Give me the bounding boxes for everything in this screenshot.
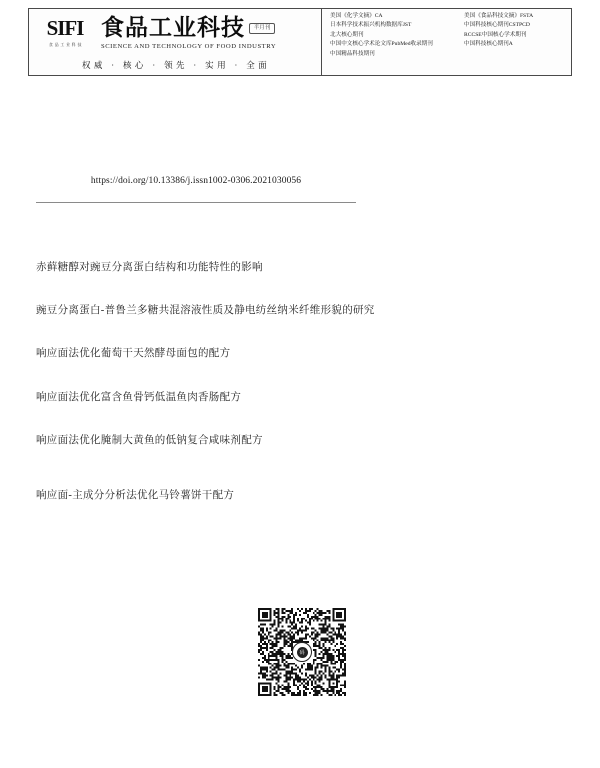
index-column-1 — [330, 13, 458, 72]
index-item: 日本科学技术振兴机构数据库JST — [330, 22, 412, 29]
masthead-logo-row — [35, 12, 317, 54]
journal-logo-icon — [35, 16, 95, 50]
index-item: 中国中文核心学术论文库PubMed收录期刊 — [330, 41, 433, 48]
list-item[interactable]: 响应面法优化腌制大黄鱼的低钠复合咸味剂配方 — [36, 435, 263, 447]
index-item: RCCSE中国核心学术期刊 — [464, 31, 527, 38]
list-item[interactable]: 响应面法优化葡萄干天然酵母面包的配方 — [36, 348, 231, 360]
masthead-index-block — [322, 9, 571, 75]
horizontal-divider — [36, 202, 356, 203]
masthead-title-block — [29, 9, 322, 75]
index-item: 中国科技核心期刊CSTPCD — [464, 22, 530, 29]
doi-block — [36, 176, 356, 186]
index-column-2 — [464, 13, 568, 72]
article-list — [36, 262, 566, 503]
qr-center-label: 码 — [297, 647, 308, 658]
journal-masthead — [28, 8, 572, 76]
journal-frequency-badge: 半月刊 — [249, 23, 275, 35]
qr-center-logo — [292, 642, 312, 662]
title-block — [101, 16, 317, 49]
list-item[interactable]: 响应面法优化富含鱼骨钙低温鱼肉香肠配方 — [36, 391, 242, 403]
logo-glyph: SIFI — [46, 16, 84, 40]
journal-tagline: 权威 · 核心 · 领先 · 实用 · 全面 — [81, 60, 271, 70]
journal-title-cn: 食品工业科技 — [101, 15, 245, 41]
list-item[interactable]: 赤藓糖醇对豌豆分离蛋白结构和功能特性的影响 — [36, 262, 263, 273]
journal-title-en: SCIENCE AND TECHNOLOGY OF FOOD INDUSTRY — [101, 42, 277, 50]
journal-title-cn-row — [101, 16, 317, 40]
list-item[interactable]: 豌豆分离蛋白-普鲁兰多糖共混溶液性质及静电纺丝纳米纤维形貌的研究 — [36, 304, 375, 316]
logo-subtext: 食 品 工 业 科 技 — [48, 42, 82, 47]
index-item: 北大核心期刊 — [330, 31, 364, 38]
index-item: 美国《化学文摘》CA — [330, 13, 383, 19]
list-item[interactable]: 响应面-主成分分析法优化马铃薯饼干配方 — [36, 489, 235, 501]
index-item: 美国《食品科技文摘》FSTA — [464, 13, 534, 19]
doi-text[interactable]: https://doi.org/10.13386/j.issn1002-0306.2021030056 — [90, 176, 302, 186]
index-item: 中国科技核心期刊A — [464, 41, 513, 48]
qr-code[interactable] — [258, 608, 346, 696]
index-item: 中国精品科技期刊 — [330, 50, 375, 57]
